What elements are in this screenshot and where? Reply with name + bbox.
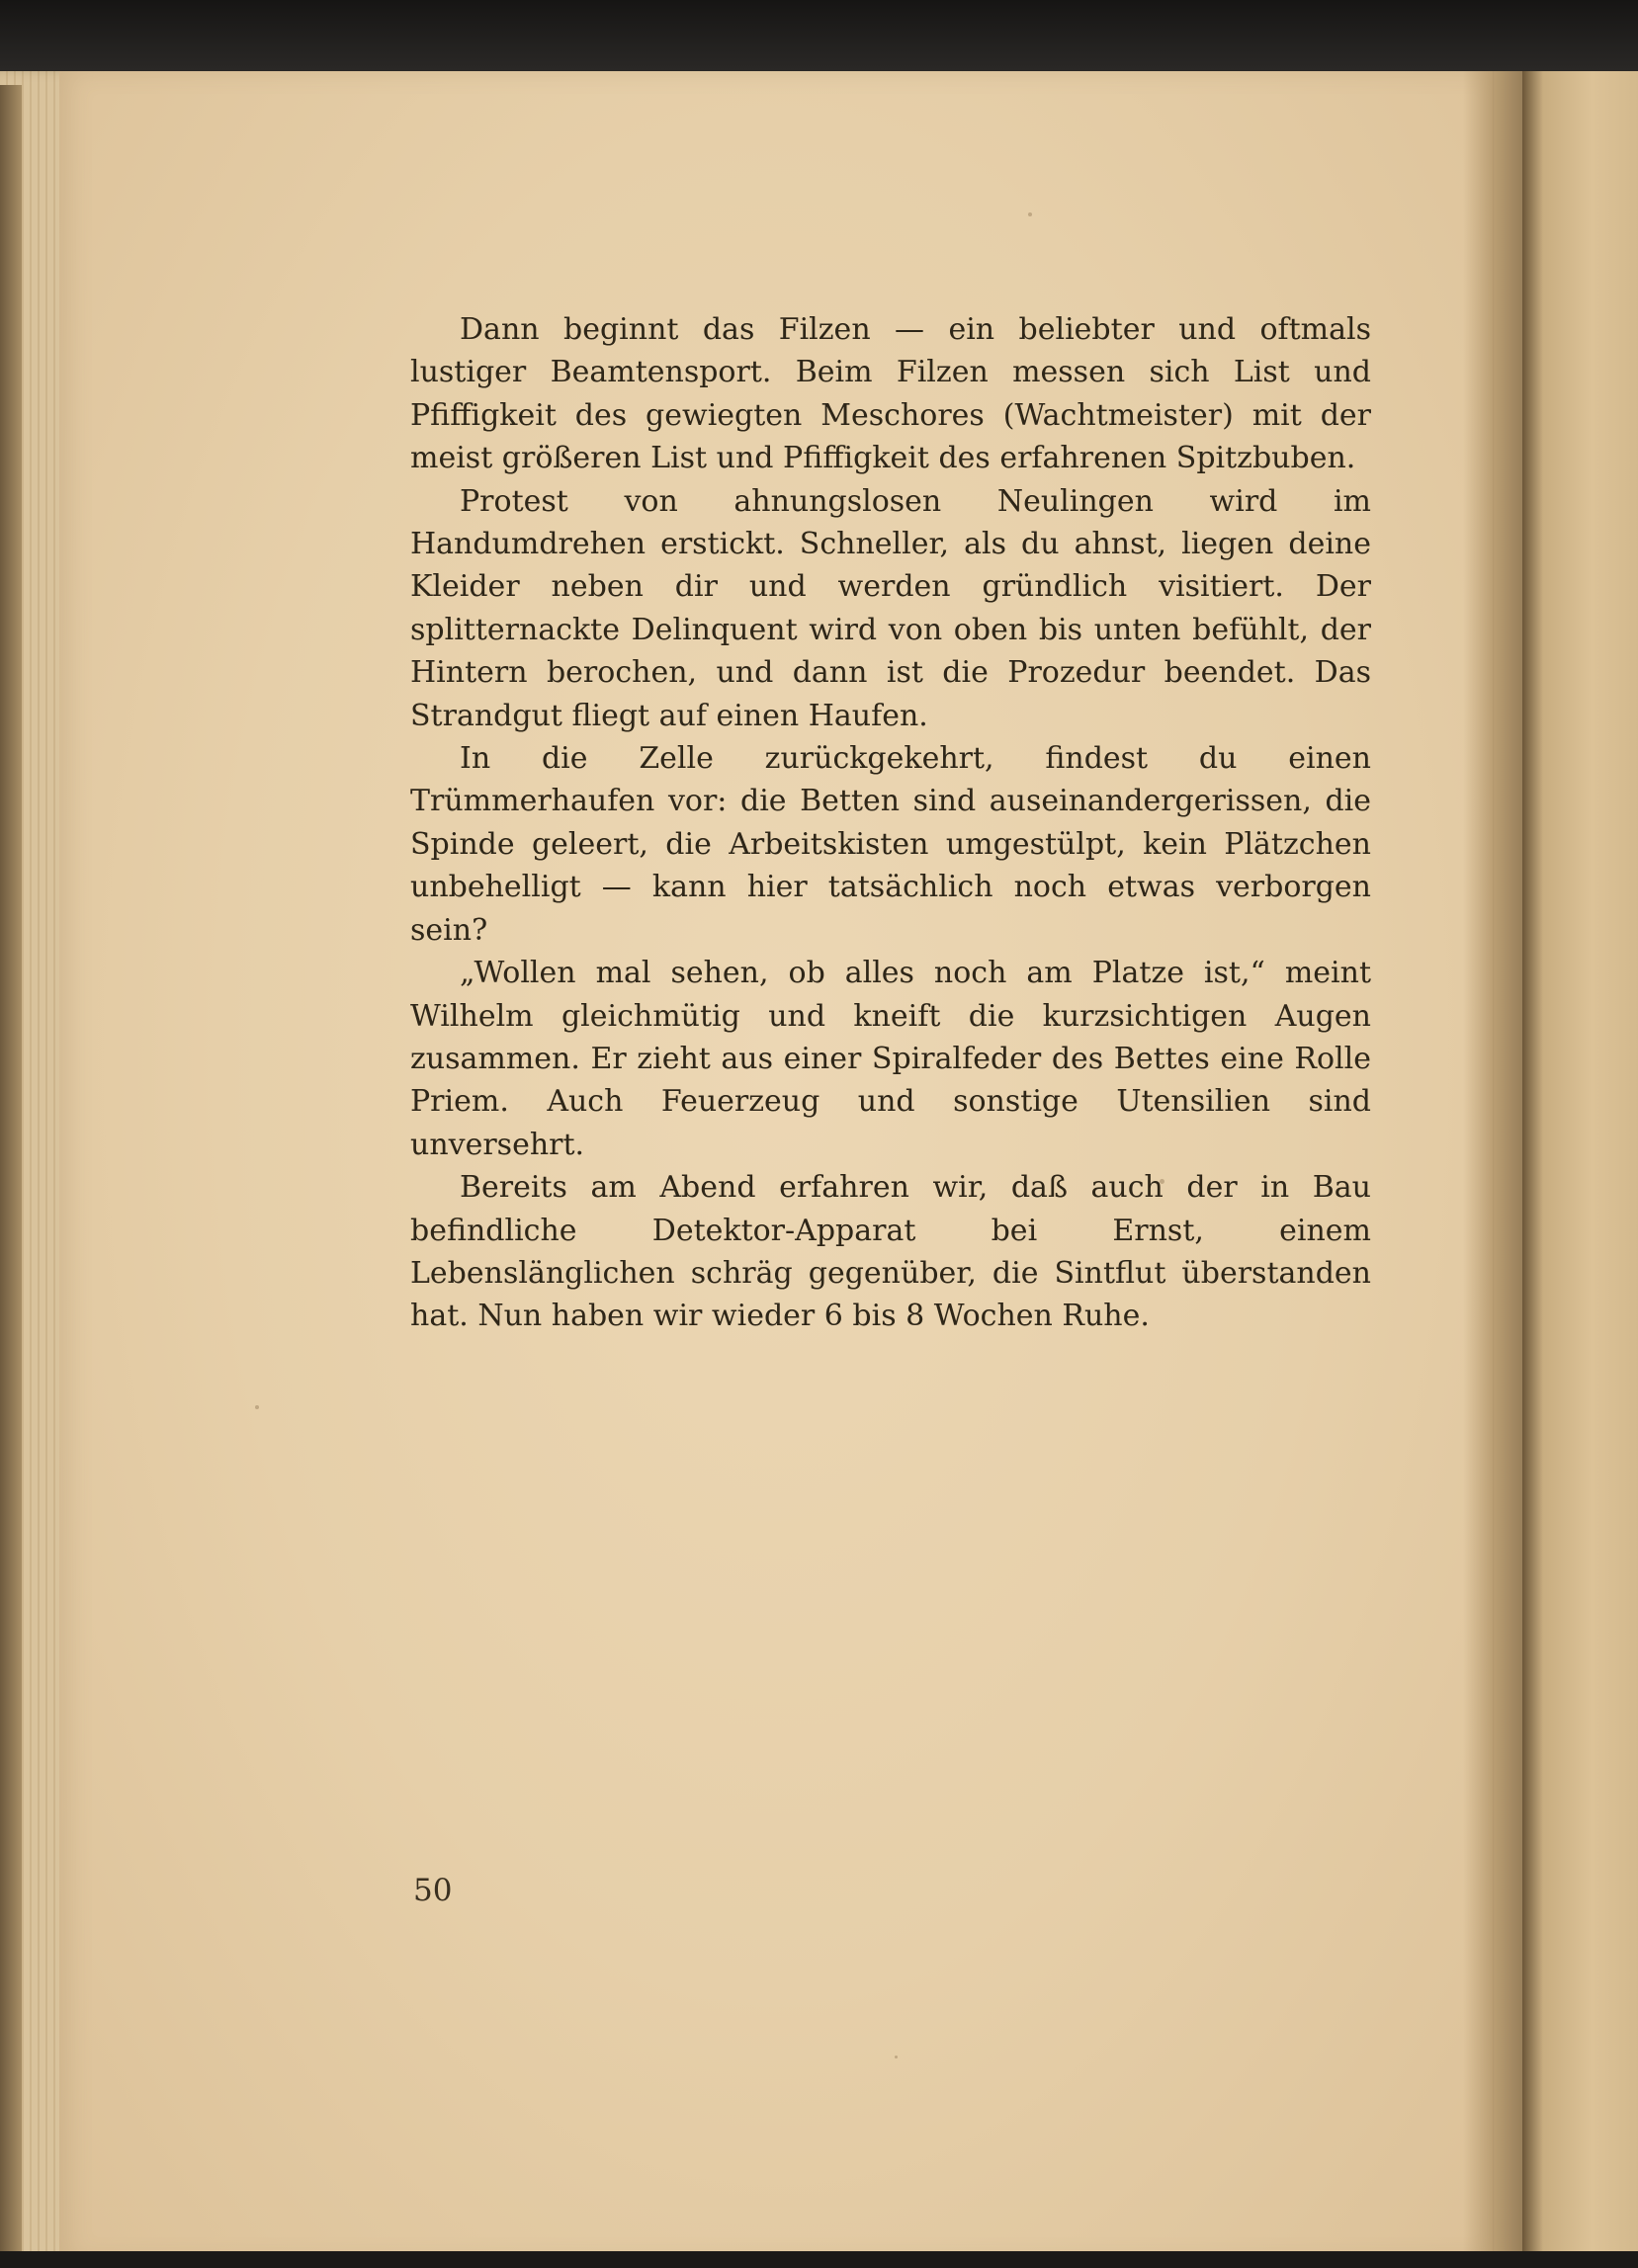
paragraph: Protest von ahnungslosen Neulingen wird im Handumdrehen erstickt. Schneller, als du ahnst, liegen deine Kleider neben dir und werden gründlich visitiert. Der splitternackte Delinquent wird von oben bis unten befühlt, der Hintern berochen, und dann ist die Prozedur beendet. Das Strandgut fliegt auf einen Haufen.	[410, 483, 1371, 733]
facing-page-edge	[1522, 71, 1638, 2260]
scanner-background-bottom	[0, 2251, 1638, 2268]
page-number: 50	[413, 1873, 453, 1908]
body-text	[410, 308, 1371, 1338]
paper-speck	[1028, 212, 1032, 216]
paragraph: Dann beginnt das Filzen — ein beliebter und oftmals lustiger Beamtensport. Beim Filzen messen sich List und Pfiffigkeit des gewiegten Meschores (Wachtmeister) mit der meist größeren List und Pfiffigkeit des erfahrenen Spitzbuben.	[410, 312, 1371, 476]
scanner-background-top	[0, 0, 1638, 71]
paragraph: In die Zelle zurückgekehrt, findest du einen Trümmerhaufen vor: die Betten sind auseinandergerissen, die Spinde geleert, die Arbeitskisten umgestülpt, kein Plätzchen unbehelligt — kann hier tatsächlich noch etwas verborgen sein?	[410, 741, 1371, 948]
paragraph: Bereits am Abend erfahren wir, daß auch der in Bau befindliche Detektor-Apparat bei Ernst, einem Lebenslänglichen schräg gegenüber, die Sintflut überstanden hat. Nun haben wir wieder 6 bis 8 Wochen Ruhe.	[410, 1170, 1371, 1334]
paragraph: „Wollen mal sehen, ob alles noch am Platze ist,“ meint Wilhelm gleichmütig und kneift die kurzsichtigen Augen zusammen. Er zieht aus einer Spiralfeder des Bettes eine Rolle Priem. Auch Feuerzeug und sonstige Utensilien sind unversehrt.	[410, 956, 1371, 1162]
paper-speck	[255, 1405, 259, 1409]
book-cover-edge	[0, 85, 22, 2268]
paper-speck	[895, 2056, 898, 2058]
